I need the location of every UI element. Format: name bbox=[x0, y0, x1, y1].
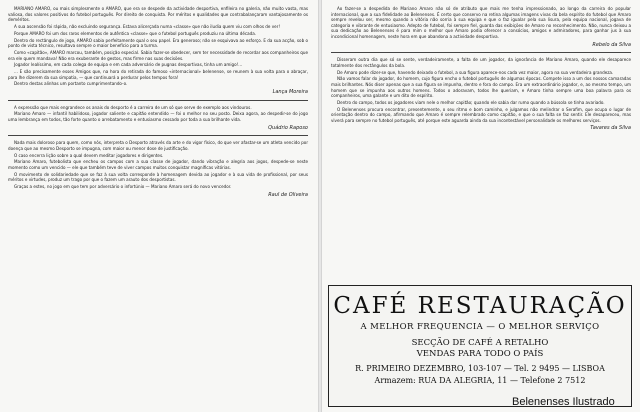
paragraph: Jogador lealíssimo, em cada colega de equipa e em cada adversário de pugnas desportivas, tinha um amigo!... bbox=[14, 62, 243, 68]
article-raul-de-oliveira bbox=[8, 140, 308, 198]
left-column bbox=[8, 6, 308, 202]
paragraph: Ao fazer-se a despedida de Mariano Amaro não só de atributo que mais me tenha impressionado, ao longo da carreira do popular internacional, que a sua fidelidade ao Belenenses. É certo que conservo na retina algumas imagens vivas da bela espírito do futebol que Amaro sempre revelou ser, mesmo quando a vitória não sorria à sua equipa e que o faz igualar pela sua lisura, pela equipa nacional, jogava de categoria e vibrante de entusiasmo. Adepto de futebol, foi sempre fiel, guarda das exibições de Amaro no reconhecimento. Não, nunca deixou a sua dedicação ao Belenenses é para mim o melhor que Amaro podia oferecer a consócios, amigos e admiradores, para ganhar jus à sua incondicional homenagem, neste hora em que abandona a actividade desportiva. bbox=[331, 6, 631, 39]
article-quadrio-raposo bbox=[8, 105, 308, 132]
right-column bbox=[331, 6, 631, 136]
paragraph: Nada mais doloroso para quem, como nós, interpreta o Desporto através da arte e do vigor físico, do que ver afastar-se um atleta vencido por doença que ao mesmo Desporto se impugna, com maior ou menor dose de justificação. bbox=[8, 140, 308, 151]
cafe-restauracao-advertisement bbox=[328, 285, 632, 407]
signature: Quádrio Raposo bbox=[268, 124, 308, 131]
left-page bbox=[0, 0, 318, 412]
paragraph: Como «capitão», AMARO marcou, também, posição especial. Sabia fazer-se obedecer, sem ter necessidade de recordar aos companheiros que era ele quem mandava! Não era exuberante de gestos, mas firme nas suas decisões. bbox=[8, 49, 308, 61]
signature: Raul de Oliveira bbox=[268, 191, 308, 198]
ad-address: R. PRIMEIRO DEZEMBRO, 103-107 — Tel. 2 9495 — LISBOA bbox=[355, 364, 605, 373]
paragraph: Dentro do rectângulo de jogo, AMARO sabia perfeitamente qual o seu papel. Era generoso; não se esquivava ao esforço. E da sua acção, sob o ponto de vista técnico, resultava sempre o maior benefício para a turma. bbox=[8, 37, 308, 49]
paragraph: Não vamos falar do jogador, do homem, cujo figura encho o futebol português de algumas épocas. Compete isso a um dos nossos camaradas mais brilhantes. Nós diser apenas que a sua figura se impunha, dentro e fora do campo. Era um extraordinário jogador, e, ao mesmo tempo, um homem que se impunha aos outros homens. Todos o adoravam, todos lhe queriam, e Amaro tinha sempre uma boa palavra para os companheiros, uma galante e um dito de espírito. bbox=[331, 76, 631, 99]
divider bbox=[8, 135, 308, 136]
ad-section-retail: SECÇÃO DE CAFÉ A RETALHO bbox=[411, 338, 549, 348]
paragraph: A sua ascensão foi rápida, não excluindo segurança. Estava alicerçada numa «classe» que não iludia quem viu com olhos de ver! bbox=[14, 23, 280, 29]
paragraph: A expressão que mais engrandece os anais do desporto é a carreira de um só que serve de exemplo aos vindouros. bbox=[14, 104, 252, 110]
paragraph: Mariano Amaro, futebolista que encheu os campos com a sua classe de jogador, dando vibração e alegria aos jogos, despede-se neste momento como um vencido — ele que também teve de viver campos muitos conquistar magníficas vitórias. bbox=[8, 159, 308, 170]
paragraph: Dentro do campo, todos os jogadores viam nele o melhor capitão; quando ele sabia dar rumo quando a bússola se tinha avariado. bbox=[337, 99, 605, 105]
paragraph: ... E são precisamente esses Amigos que, na hora do retirada do famoso «internacional» belenense, se reunem à sua volta para o abraçar, para lhe dizerem da sua simpatia, — que continuará a perdurar pelos tempos fora! bbox=[8, 69, 308, 80]
signature: Rebelo da Silva bbox=[592, 41, 631, 48]
paragraph: Mariano Amaro — infantil habilidoso, jogador saliente e capitão entendido — foi o melhor no seu posto. Deixa agora, ao despedir-se do jogo uma lembrança em todos, tão forte quanto o arrebatamento e entusiasmo cessado por toda a sua brilhante vida. bbox=[8, 111, 308, 122]
paragraph: O movimento de solidariedade que se faz à sua volta corresponde à homenagem devida ao jogador e à sua vida de profissional, por seus méritos e virtudes, produz um trago por que o fazem um arauto dos desportistas. bbox=[8, 171, 308, 183]
signature: Tavares da Silva bbox=[590, 125, 631, 132]
divider bbox=[331, 52, 631, 53]
paragraph: O caso encerra lição sobre a qual devem meditar jogadores e dirigentes. bbox=[14, 152, 164, 158]
paragraph: Dentro destas alinhas um portanto cumprimentando-o. bbox=[14, 81, 128, 87]
ad-warehouse: Armazem: RUA DA ALEGRIA, 11 — Telefone 2 7512 bbox=[374, 376, 586, 385]
paragraph: De Amaro pode dizer-se que, havendo deixado o futebol, a sua figura aparece-nos cada vez maior, agora na sua verdadeira grandeza. bbox=[337, 69, 614, 75]
paragraph: O Belenenses procura encontrar, presentemente, o seu ritmo e bom caminho, e julgamos não melindrar o Serafim, que ocupa o lugar de orientação dentro do campo, afirmando que Amaro é sempre relembrado como capitão, e que o sua falta se faz sentir. Ele desapareceu, mas viverá para sempre no futebol português, até porque este aguarda ainda da sua incontestável personalidade os melhores serviços. bbox=[331, 106, 631, 123]
ad-tagline: A MELHOR FREQUENCIA — O MELHOR SERVIÇO bbox=[360, 322, 600, 332]
signature: Lança Moreira bbox=[272, 89, 308, 96]
article-rebelo-da-silva bbox=[331, 6, 631, 48]
paragraph: MARIANO AMARO, ou mais simplesmente o AMARO, que era se despede da actividade desportiva, enfileira no galeria, não muito vasta, mas valiosa, dos valores positivos do futebol português. Por direito de conquista. Por méritos e qualidades que contrabalançaram vantajosamente os deméritos. bbox=[8, 6, 308, 23]
ad-business-name: CAFÉ RESTAURAÇÃO bbox=[333, 293, 627, 319]
paragraph: Disseram outra dia que só se sente, verdadeiramente, a falta de um jogador, da ignorância de Mariano Amaro, quando ele desaparece totalmente dos rectângulos da bola. bbox=[331, 57, 631, 68]
paragraph: Graças a estes, no jogo em que tem por adversário o infortúnio — Mariano Amaro será do novo vencedor. bbox=[14, 184, 232, 190]
divider bbox=[8, 100, 308, 101]
ad-section-sales: VENDAS PARA TODO O PAÍS bbox=[416, 349, 544, 359]
paragraph: Porque AMARO foi um dos raros elementos de autêntica «classe» que o futebol português produziu na última década. bbox=[14, 30, 257, 36]
watermark: Belenenses Ilustrado bbox=[512, 396, 615, 408]
article-lanca-moreira bbox=[8, 6, 308, 96]
article-tavares-da-silva bbox=[331, 57, 631, 132]
